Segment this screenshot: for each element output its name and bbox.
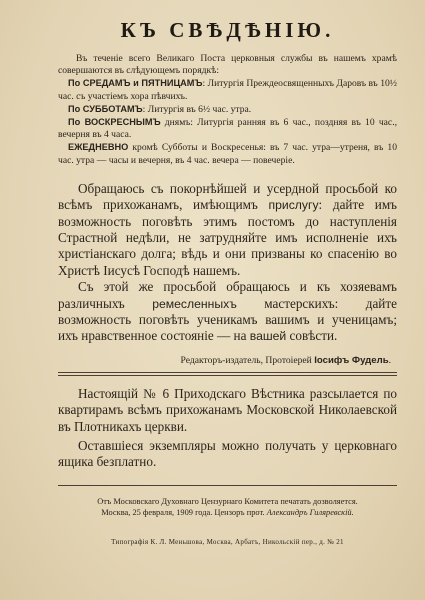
schedule-sunday: По ВОСКРЕСНЫМЪ днямъ: Литургія ранняя въ 6 час., поздняя въ 10 час., вечерня въ 4 часа. [58, 117, 397, 141]
bulletin-paragraph-2: Оставшіеся экземпляры можно получать у церковнаго ящика безплатно. [58, 437, 397, 470]
appeal-section [58, 181, 397, 345]
bulletin-paragraph-1: Настоящій № 6 Приходскаго Вѣстника разсылается по квартирамъ всѣмъ прихожанамъ Московской Николаевской въ Плотникахъ церкви. [58, 385, 397, 435]
censor-line-1: Отъ Московскаго Духовнаго Цензурнаго Комитета печатать дозволяется. [97, 496, 358, 506]
divider-rule [58, 372, 397, 373]
printer-imprint: Типографія К. Л. Меньшова, Москва, Арбатъ, Никольскій пер., д. № 21 [111, 537, 344, 546]
divider-rule [58, 375, 397, 376]
schedule-saturday: По СУББОТАМЪ: Литургія въ 6½ час. утра. [68, 103, 252, 115]
schedule-daily: ЕЖЕДНЕВНО кромѣ Субботы и Воскресенья: въ 7 час. утра—утреня, въ 10 час. утра — часы и вечерня, въ 4 час. вечера — повечеріе. [58, 142, 397, 166]
divider-rule [58, 485, 397, 486]
appeal-paragraph-2: Съ этой же просьбой обращаюсь и къ хозяевамъ различныхъ ремесленныхъ мастерскихъ: дайте возможность поговѣть ученикамъ вашимъ и ученицамъ; ихъ нравственное состояніе — на вашей совѣсти. [58, 279, 397, 344]
schedule-wed-fri: По СРЕДАМЪ и ПЯТНИЦАМЪ: Литургія Преждеосвященныхъ Даровъ въ 10½ час. съ участіемъ хора пѣвчихъ. [58, 78, 397, 102]
appeal-paragraph-1: Обращаюсь съ покорнѣйшей и усердной просьбой ко всѣмъ прихожанамъ, имѣющимъ прислугу: дайте имъ возможность поговѣть этимъ постомъ до наступленія Страстной недѣли, не затрудняйте имъ исполненіе ихъ христіанскаго долга; вѣдь и они призваны ко спасенію во Христѣ Іисусѣ Господѣ нашемъ. [58, 180, 397, 278]
censor-line-2: Москва, 25 февраля, 1909 года. Цензоръ прот. Александръ Гиляревскій. [101, 507, 354, 517]
bulletin-section [58, 386, 397, 471]
schedule-intro: Въ теченіе всего Великаго Поста церковныя службы въ нашемъ храмѣ совершаются въ слѣдующемъ порядкѣ: [58, 53, 397, 77]
censor-approval [58, 496, 397, 518]
page-title: КЪ СВѢДѢНІЮ. [120, 18, 335, 42]
editor-signature: Редакторъ-издатель, Протоіерей Іосифъ Фудель. [180, 354, 391, 366]
service-schedule [58, 53, 397, 167]
